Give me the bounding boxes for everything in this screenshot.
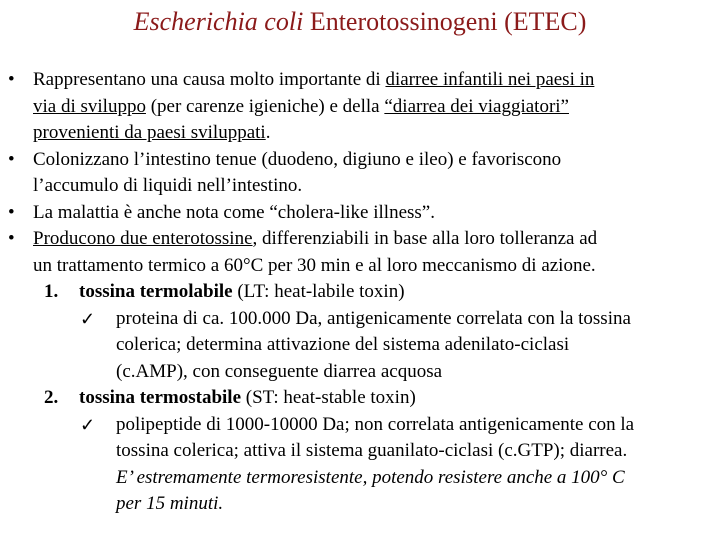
underlined-text: provenienti da paesi sviluppati bbox=[33, 122, 266, 143]
bullet-epidemiology bbox=[0, 67, 720, 147]
text: , differenziabili in base alla loro tolleranza ad bbox=[252, 228, 598, 249]
text: . bbox=[265, 122, 271, 143]
toxin-lt-item bbox=[0, 279, 720, 306]
line: (c.AMP), con conseguente diarrea acquosa bbox=[116, 360, 443, 382]
bullet-dot-icon: • bbox=[8, 201, 15, 223]
checkmark-icon: ✓ bbox=[80, 414, 96, 435]
title-organism: Escherichia coli bbox=[133, 7, 304, 36]
line: proteina di ca. 100.000 Da, antigenicamente correlata con la tossina bbox=[116, 307, 631, 329]
line: l’accumulo di liquidi nell’intestino. bbox=[33, 175, 303, 196]
toxin-lt-details bbox=[0, 306, 720, 386]
toxin-name: tossina termostabile bbox=[79, 387, 242, 408]
line: La malattia è anche nota come “cholera-like illness”. bbox=[33, 201, 435, 223]
underlined-text: diarree infantili nei paesi in bbox=[385, 69, 595, 90]
text: Rappresentano una causa molto importante di bbox=[33, 69, 386, 90]
list-number: 2. bbox=[44, 387, 59, 408]
bullet-dot-icon: • bbox=[8, 228, 15, 249]
line: per 15 minuti. bbox=[116, 493, 224, 514]
toxin-st-details bbox=[0, 412, 720, 518]
toxin-st-item bbox=[0, 385, 720, 412]
line: colerica; determina attivazione del sistema adenilato-ciclasi bbox=[116, 334, 570, 355]
line: tossina colerica; attiva il sistema guanilato-ciclasi (c.GTP); diarrea. bbox=[116, 440, 628, 461]
line: un trattamento termico a 60°C per 30 min e al loro meccanismo di azione. bbox=[33, 254, 596, 276]
line bbox=[33, 226, 720, 253]
checkmark-icon: ✓ bbox=[80, 308, 96, 329]
bullet-enterotoxins bbox=[0, 226, 720, 279]
line bbox=[33, 120, 720, 147]
bullet-cholera-like bbox=[0, 200, 720, 227]
bullet-dot-icon: • bbox=[8, 148, 15, 170]
line: Colonizzano l’intestino tenue (duodeno, digiuno e ileo) e favoriscono bbox=[33, 148, 562, 170]
line: polipeptide di 1000-10000 Da; non correlata antigenicamente con la bbox=[116, 413, 635, 435]
slide-title bbox=[0, 6, 720, 38]
toxin-abbrev: (ST: heat-stable toxin) bbox=[241, 387, 416, 408]
line bbox=[33, 67, 720, 94]
title-rest: Enterotossinogeni (ETEC) bbox=[303, 7, 587, 36]
bullet-dot-icon: • bbox=[8, 69, 15, 90]
toxin-abbrev: (LT: heat-labile toxin) bbox=[232, 281, 405, 302]
underlined-text: “diarrea dei viaggiatori” bbox=[384, 95, 569, 117]
bullet-colonization bbox=[0, 147, 720, 200]
list-number: 1. bbox=[44, 281, 59, 302]
underlined-text: via di sviluppo bbox=[33, 95, 146, 117]
underlined-text: Producono due enterotossine bbox=[33, 228, 253, 249]
bullet-list bbox=[0, 67, 720, 518]
line bbox=[33, 94, 720, 121]
toxin-name: tossina termolabile bbox=[79, 281, 233, 302]
line: E’ estremamente termoresistente, potendo resistere anche a 100° C bbox=[116, 466, 625, 488]
text: (per carenze igieniche) e della bbox=[145, 95, 385, 117]
